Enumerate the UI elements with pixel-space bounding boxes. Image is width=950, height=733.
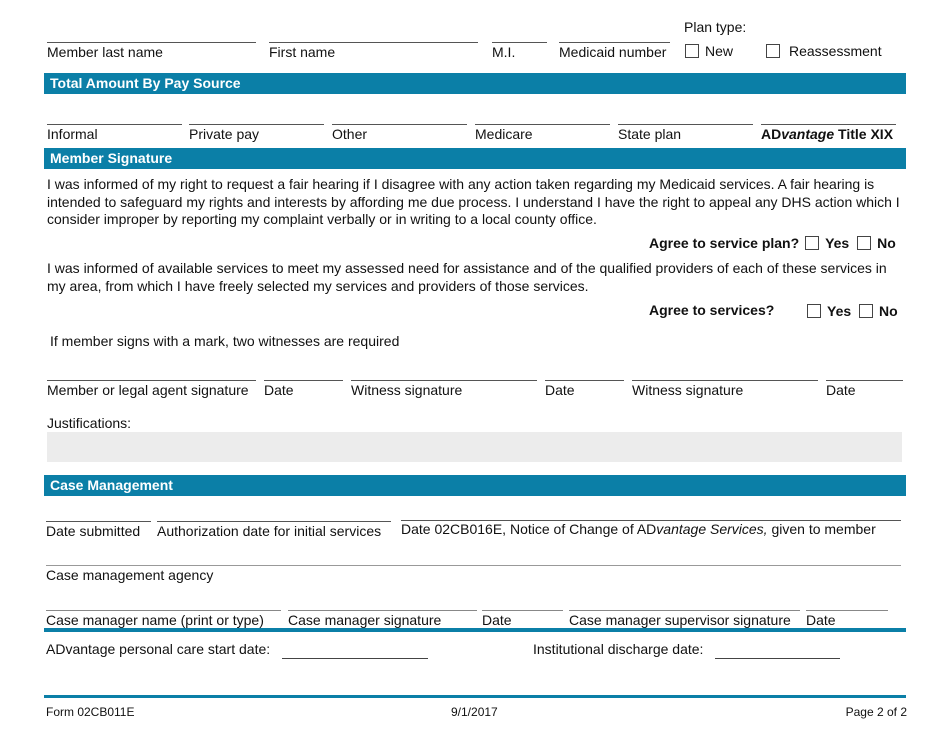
- other-field[interactable]: Other: [332, 124, 467, 142]
- reassessment-label: Reassessment: [789, 43, 882, 59]
- services-yes-label: Yes: [827, 303, 852, 319]
- section-divider: [44, 628, 906, 632]
- services-yes-checkbox[interactable]: [807, 304, 821, 318]
- services-no-checkbox[interactable]: [859, 304, 873, 318]
- mi-field[interactable]: M.I.: [492, 42, 547, 60]
- start-date-input[interactable]: [282, 658, 428, 659]
- authorization-date-field[interactable]: Authorization date for initial services: [157, 521, 391, 539]
- page-number: Page 2 of 2: [845, 705, 907, 719]
- first-name-field[interactable]: First name: [269, 42, 478, 60]
- footer-divider: [44, 695, 906, 698]
- pay-source-section-header: Total Amount By Pay Source: [44, 73, 906, 94]
- case-manager-date-field[interactable]: Date: [482, 610, 563, 628]
- plan-new-option[interactable]: [685, 43, 733, 59]
- state-plan-field[interactable]: State plan: [618, 124, 753, 142]
- reassessment-checkbox[interactable]: [766, 44, 780, 58]
- witness2-date-field[interactable]: Date: [826, 380, 903, 398]
- fair-hearing-paragraph: I was informed of my right to request a fair hearing if I disagree with any action taken regarding my Medicaid services. A fair hearing is intended to safeguard my rights and interests by affording me due process. I understand I have the right to appeal any DHS action which I consider improper by reporting my complaint verbally or in writing to a local county office.: [47, 176, 900, 227]
- notice-prefix: Date 02CB016E, Notice of Change of AD: [401, 521, 657, 537]
- agree-services-label: Agree to services?: [649, 302, 775, 318]
- member-signature-field[interactable]: Member or legal agent signature: [47, 380, 256, 398]
- discharge-date-label: Institutional discharge date:: [533, 641, 704, 657]
- mark-note: If member signs with a mark, two witnesses are required: [50, 333, 400, 349]
- notice-italic: vantage Services,: [656, 521, 768, 537]
- witness1-signature-field[interactable]: Witness signature: [351, 380, 537, 398]
- witness2-signature-field[interactable]: Witness signature: [632, 380, 818, 398]
- agree-services-options: [807, 303, 898, 319]
- private-pay-field[interactable]: Private pay: [189, 124, 324, 142]
- notice-suffix: given to member: [767, 521, 876, 537]
- services-no-label: No: [879, 303, 898, 319]
- new-label: New: [705, 43, 734, 59]
- case-manager-signature-field[interactable]: Case manager signature: [288, 610, 477, 628]
- member-last-name-field[interactable]: Member last name: [47, 42, 256, 60]
- case-manager-name-field[interactable]: Case manager name (print or type): [46, 610, 281, 628]
- plan-type-label: Plan type:: [684, 19, 747, 35]
- notice-date-field[interactable]: [401, 520, 901, 537]
- adv-prefix: AD: [761, 126, 782, 142]
- form-number: Form 02CB011E: [46, 705, 135, 719]
- new-checkbox[interactable]: [685, 44, 699, 58]
- plan-no-label: No: [877, 235, 896, 251]
- case-management-section-header: Case Management: [44, 475, 906, 496]
- plan-yes-label: Yes: [825, 235, 850, 251]
- plan-reassessment-option[interactable]: [766, 43, 882, 59]
- informal-field[interactable]: Informal: [47, 124, 182, 142]
- adv-suffix: Title XIX: [834, 126, 894, 142]
- medicaid-number-field[interactable]: Medicaid number: [559, 42, 670, 60]
- services-paragraph: I was informed of available services to meet my assessed need for assistance and of the qualified providers of each of these services in my area, from which I have freely selected my services and providers of those services.: [47, 260, 887, 294]
- justifications-label: Justifications:: [47, 415, 132, 431]
- adv-italic: vantage: [781, 126, 835, 142]
- member-signature-date-field[interactable]: Date: [264, 380, 343, 398]
- justifications-input[interactable]: [47, 432, 902, 462]
- plan-yes-checkbox[interactable]: [805, 236, 819, 250]
- date-submitted-field[interactable]: Date submitted: [46, 521, 151, 539]
- discharge-date-input[interactable]: [715, 658, 840, 659]
- witness1-date-field[interactable]: Date: [545, 380, 624, 398]
- agree-service-plan-row: [649, 235, 896, 251]
- form-date: 9/1/2017: [451, 705, 498, 719]
- case-management-agency-field[interactable]: Case management agency: [46, 565, 901, 583]
- supervisor-date-field[interactable]: Date: [806, 610, 888, 628]
- plan-no-checkbox[interactable]: [857, 236, 871, 250]
- start-date-label: ADvantage personal care start date:: [46, 641, 271, 657]
- supervisor-signature-field[interactable]: Case manager supervisor signature: [569, 610, 800, 628]
- medicare-field[interactable]: Medicare: [475, 124, 610, 142]
- member-signature-section-header: Member Signature: [44, 148, 906, 169]
- advantage-title-xix-field[interactable]: [761, 124, 896, 142]
- agree-service-plan-label: Agree to service plan?: [649, 235, 800, 251]
